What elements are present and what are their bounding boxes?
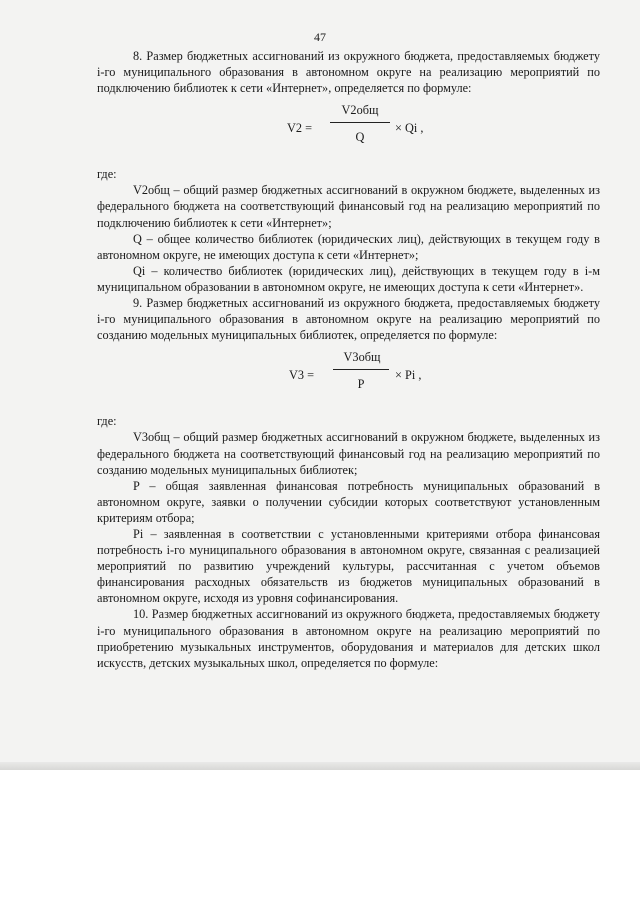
formula-v3-rhs: × Pi , — [395, 368, 422, 383]
paragraph-10: 10. Размер бюджетных ассигнований из окружного бюджета, предоставляемых бюджету i-го муниципального образования в автономном округе на реализацию мероприятий по приобретению музыкальных инструментов, оборудования и материалов для детских школ искусств, детских музыкальных школ, определяется по формуле: — [97, 607, 600, 670]
formula-v2-lhs: V2 = — [287, 121, 313, 136]
document-body — [97, 48, 600, 671]
fraction-bar — [333, 369, 389, 370]
where-label-2: где: — [97, 414, 117, 429]
paragraph-8: 8. Размер бюджетных ассигнований из окружного бюджета, предоставляемых бюджету i-го муниципального образования в автономном округе на реализацию мероприятий по подключению библиотек к сети «Интернет», определяется по формуле: — [97, 49, 600, 96]
where-label-1: где: — [97, 167, 117, 182]
definition-p: P – общая заявленная финансовая потребность муниципальных образований в автономном округе, заявки о получении субсидии которых соответствуют установленным критериям отбора; — [97, 478, 600, 525]
scan-edge-shadow — [0, 762, 640, 770]
formula-v3-denominator: P — [357, 377, 365, 392]
definition-v2: V2общ – общий размер бюджетных ассигнований в окружном бюджете, выделенных из федерального бюджета на соответствующий финансовый год на реализацию мероприятий по подключению библиотек к сети «Интернет»; — [97, 183, 600, 230]
page-number: 47 — [314, 30, 326, 44]
formula-v2-numerator: V2общ — [341, 103, 379, 118]
formula-v3-numerator: V3общ — [343, 350, 381, 365]
formula-v3 — [97, 343, 600, 413]
definition-q: Q – общее количество библиотек (юридических лиц), действующих в текущем году в автономном округе, не имеющих доступа к сети «Интернет»; — [97, 231, 600, 262]
fraction-bar — [330, 122, 390, 123]
definition-pi: Pi – заявленная в соответствии с установленными критериями отбора финансовая потребность i-го муниципального образования в автономном округе, связанная с реализацией мероприятий по развитию учреждений культуры, рассчитанная с учетом объемов финансирования расходных обязательств из бюджетов муниципальных образований в автономном округе, исходя из уровня софинансирования. — [97, 526, 600, 606]
formula-v3-lhs: V3 = — [289, 368, 315, 383]
formula-v2-denominator: Q — [355, 130, 365, 145]
formula-v2-rhs: × Qi , — [395, 121, 424, 136]
paragraph-9: 9. Размер бюджетных ассигнований из окружного бюджета, предоставляемых бюджету i-го муниципального образования в автономном округе на реализацию мероприятий по созданию модельных муниципальных библиотек, определяется по формуле: — [97, 296, 600, 343]
definition-qi: Qi – количество библиотек (юридических лиц), действующих в текущем году в i-м муниципальном образовании в автономном округе, не имеющих доступа к сети «Интернет». — [97, 263, 600, 294]
formula-v2 — [97, 96, 600, 166]
definition-v3: V3общ – общий размер бюджетных ассигнований в окружном бюджете, выделенных из федерального бюджета на соответствующий финансовый год на реализацию мероприятий по созданию модельных муниципальных библиотек; — [97, 430, 600, 477]
